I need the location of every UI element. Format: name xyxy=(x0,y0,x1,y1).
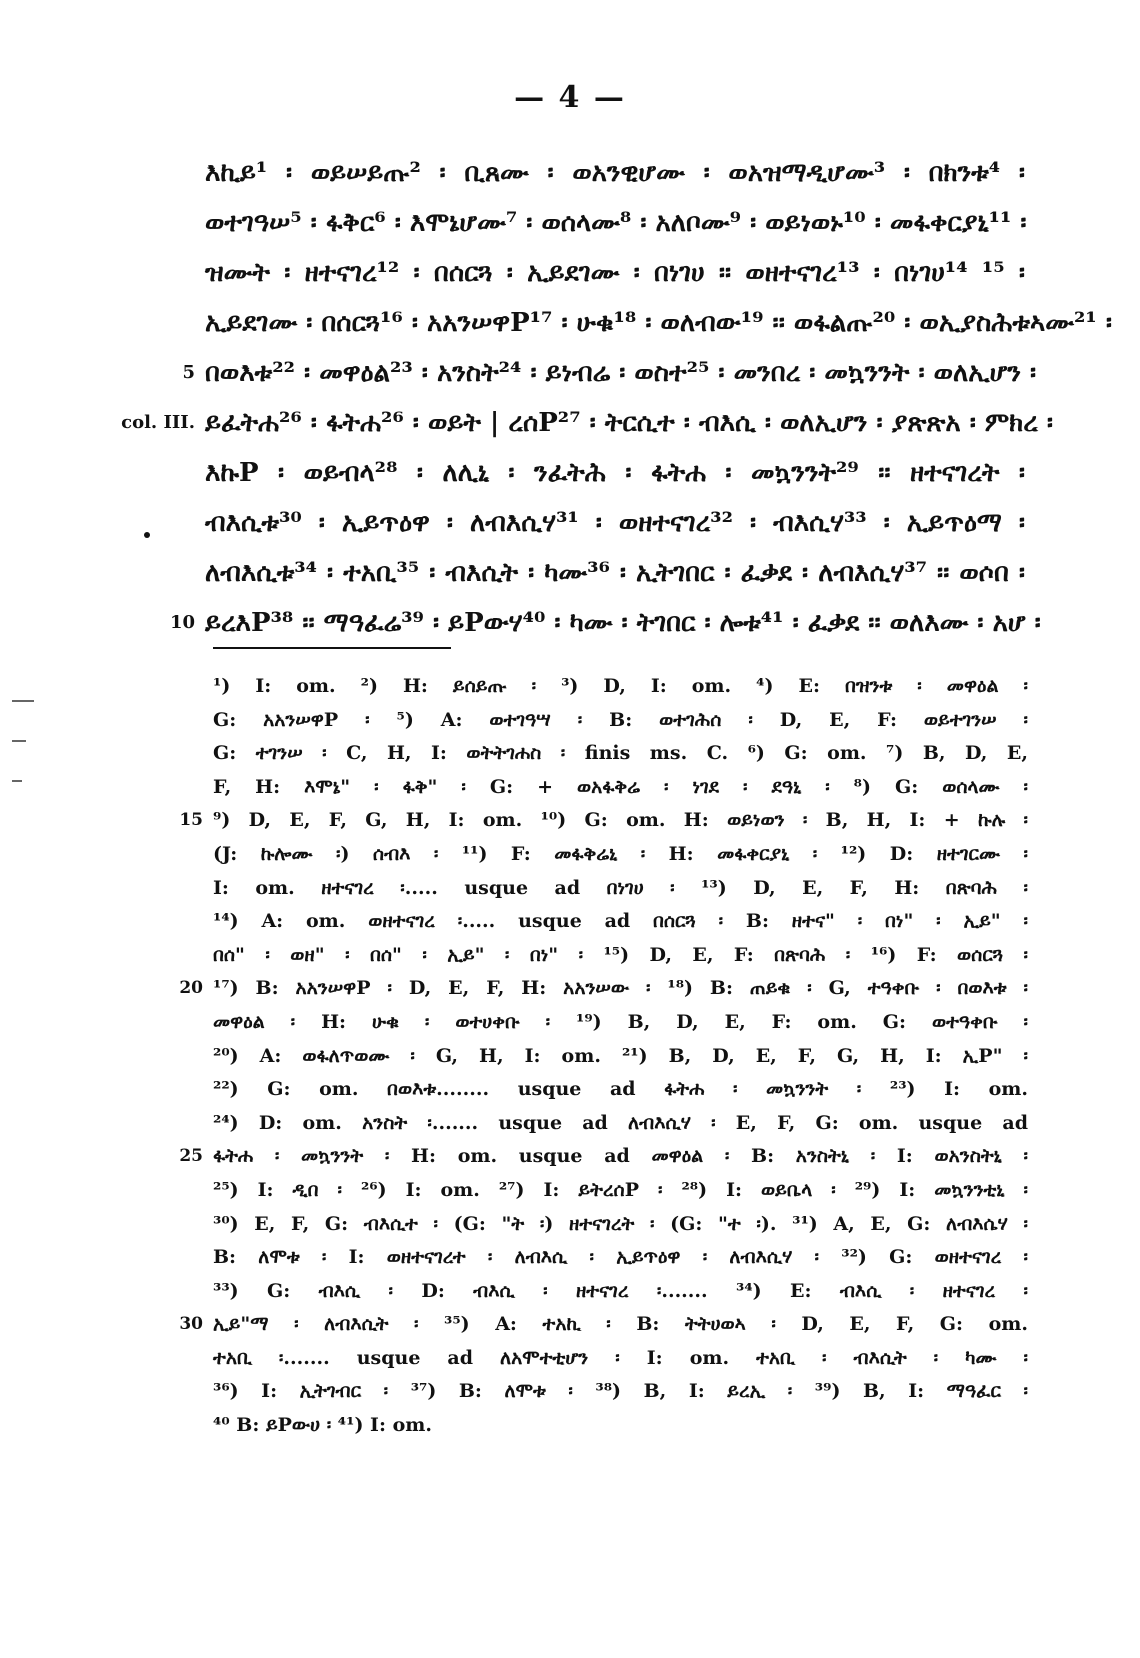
line-number: 25 xyxy=(179,1146,203,1167)
footnote-content: (J: ኩሎሙ ፡) ሰብእ ፡ ¹¹) F: መፋቅሬኒ ፡ H: መፋቀርያኒ ፡ ¹²) D: ዘተገርሙ ፡ xyxy=(213,842,1028,865)
column-marker: col. III. xyxy=(121,412,195,433)
footnote-content: ³⁶) I: ኢትገብር ፡ ³⁷) B: ለሞቱ ፡ ³⁸) B, I: ይረኢ ፡ ³⁹) B, I: ማዓፈር ፡ xyxy=(213,1380,1028,1403)
footnote-content: ⁴⁰ B: ይPውሀ ፡ ⁴¹) I: om. xyxy=(213,1414,432,1437)
footnote-line xyxy=(179,1140,1028,1174)
footnote-content: G: ተገንሠ ፡ C, H, I: ወትትገሐስ ፡ finis ms. C. ⁶) G: om. ⁷) B, D, E, xyxy=(213,742,1028,765)
footnote-content: መዋዕል ፡ H: ሁቁ ፡ ወተሀቀቡ ፡ ¹⁹) B, D, E, F: om. G: ወተዓቀቡ ፡ xyxy=(213,1010,1028,1033)
text-line-content: ለብእሲቱ³⁴ ፡ ተአቢ³⁵ ፡ ብእሲት ፡ ካሙ³⁶ ፡ ኢትገበር ፡ ፈቃደ ፡ ለብእሲሃ³⁷ ፡፡ ወሶበ ፡ xyxy=(205,558,1025,588)
footnote-line xyxy=(213,1006,1028,1040)
text-line-content: ዝሙት ፡ ዘተናገረ¹² ፡ በሰርጓ ፡ ኢይደገሙ ፡ በነገሀ ፡፡ ወዘተናገረ¹³ ፡ በነገሀ¹⁴ ¹⁵ ፡ xyxy=(205,258,1025,288)
footnote-line xyxy=(213,704,1028,738)
text-line-content: በወእቱ²² ፡ መዋዕል²³ ፡ አንስት²⁴ ፡ ይነብሬ ፡ ወስተ²⁵ ፡ መንበረ ፡ መኳንንት ፡ ወለኢሆን ፡ xyxy=(205,358,1037,388)
footnote-line xyxy=(213,670,1028,704)
footnote-line xyxy=(213,838,1028,872)
margin-mark xyxy=(12,700,34,702)
footnote-content: ፋትሐ ፡ መኳንንት ፡ H: om. usque ad መዋዕል ፡ B: አንስትኒ ፡ I: ወአንስትኒ ፡ xyxy=(213,1145,1028,1168)
footnote-line xyxy=(213,1107,1028,1141)
text-line-content: ኢይደገሙ ፡ በሰርጓ¹⁶ ፡ አአንሠዋP¹⁷ ፡ ሁቁ¹⁸ ፡ ወለብው¹⁹ ፡፡ ወፋልጡ²⁰ ፡ ወኢያስሕቱኣሙ²¹ ፡ xyxy=(205,308,1112,338)
line-number: 15 xyxy=(179,810,203,831)
footnote-separator-rule xyxy=(213,647,451,649)
footnote-content: ²⁴) D: om. አንስት ፡....... usque ad ለብእሲሃ ፡ E, F, G: om. usque ad xyxy=(213,1111,1028,1134)
text-line-content: ብእሲቱ³⁰ ፡ ኢይጥዕዋ ፡ ለብእሲሃ³¹ ፡ ወዘተናገረ³² ፡ ብእሲሃ³³ ፡ ኢይጥዕማ ፡ xyxy=(205,508,1025,538)
margin-mark xyxy=(12,740,26,742)
text-line xyxy=(205,248,1025,298)
footnote-content: ³⁰) E, F, G: ብእሲተ ፡ (G: "ት ፡) ዘተናገረት ፡ (G: "ተ ፡). ³¹) A, E, G: ለብእሴሃ ፡ xyxy=(213,1212,1028,1235)
footnote-line xyxy=(179,972,1028,1006)
footnote-line xyxy=(179,1308,1028,1342)
footnote-line xyxy=(213,1241,1028,1275)
footnote-content: F, H: እሞኔ" ፡ ፋቅ" ፡ G: + ወአፋቅሬ ፡ ነገደ ፡ ደዓኒ ፡ ⁸) G: ወሰላሙ ፡ xyxy=(213,775,1028,798)
text-line xyxy=(205,198,1025,248)
text-line xyxy=(205,148,1025,198)
footnote-content: በሰ" ፡ ወዘ" ፡ በሰ" ፡ ኢይ" ፡ በነ" ፡ ¹⁵) D, E, F: በጽባሕ ፡ ¹⁶) F: ወሰርጓ ፡ xyxy=(213,943,1028,966)
footnote-line xyxy=(213,939,1028,973)
text-line xyxy=(205,548,1025,598)
footnote-content: ²⁵) I: ዲበ ፡ ²⁶) I: om. ²⁷) I: ይትረሰP ፡ ²⁸) I: ወይቤላ ፡ ²⁹) I: መኳንንቲኒ ፡ xyxy=(213,1178,1028,1201)
line-number: 30 xyxy=(179,1314,203,1335)
text-line xyxy=(205,498,1025,548)
footnote-content: ተአቢ ፡....... usque ad ለአሞተቲሆን ፡ I: om. ተአቢ ፡ ብእሲት ፡ ካሙ ፡ xyxy=(213,1346,1028,1369)
footnote-line xyxy=(213,1342,1028,1376)
footnote-content: ¹⁷) B: አአንሠዋP ፡ D, E, F, H: አአንሠው ፡ ¹⁸) B: ጠይቁ ፡ G, ተዓቀቡ ፡ በወእቱ ፡ xyxy=(213,977,1028,1000)
footnote-line xyxy=(213,1275,1028,1309)
text-line xyxy=(205,298,1112,348)
main-text xyxy=(121,148,1112,648)
text-line-content: እኪይ¹ ፡ ወይሠይጡ² ፡ ቢጸሙ ፡ ወአንዊሆሙ ፡ ወአዝማዲሆሙ³ ፡ በክንቱ⁴ ፡ xyxy=(205,158,1025,188)
text-line xyxy=(205,448,1025,498)
footnote-content: I: om. ዘተናገረ ፡..... usque ad በነገሀ ፡ ¹³) D, E, F, H: በጽባሕ ፡ xyxy=(213,876,1028,899)
footnote-line xyxy=(213,1375,1028,1409)
footnote-line xyxy=(179,804,1028,838)
footnote-line xyxy=(213,1208,1028,1242)
page-number: — 4 — xyxy=(514,80,626,115)
footnote-line xyxy=(213,771,1028,805)
footnote-line xyxy=(213,872,1028,906)
margin-mark xyxy=(12,780,22,782)
footnote-content: G: አአንሠዋP ፡ ⁵) A: ወተገዓሣ ፡ B: ወተገሕሰ ፡ D, E, F: ወይተገንሠ ፡ xyxy=(213,708,1028,731)
footnote-content: ²²) G: om. በወእቱ........ usque ad ፋትሐ ፡ መኳንንት ፡ ²³) I: om. xyxy=(213,1078,1028,1101)
text-line-content: ይፈትሐ²⁶ ፡ ፋትሐ²⁶ ፡ ወይት | ረሰP²⁷ ፡ ትርሲተ ፡ ብእሲ ፡ ወለኢሆን ፡ ያጽጽአ ፡ ምክረ ፡ xyxy=(205,408,1053,438)
text-line-content: ይረእP³⁸ ፡፡ ማዓፈሬ³⁹ ፡ ይPውሃ⁴⁰ ፡ ካሙ ፡ ትገበር ፡ ሎቱ⁴¹ ፡ ፈቃደ ፡፡ ወለእሙ ፡ አሆ ፡ xyxy=(205,608,1041,638)
footnote-line xyxy=(213,1174,1028,1208)
footnote-content: ³³) G: ብእሲ ፡ D: ብእሲ ፡ ዘተናገረ ፡....... ³⁴) E: ብእሲ ፡ ዘተናገረ ፡ xyxy=(213,1279,1028,1302)
footnotes xyxy=(179,670,1028,1443)
footnote-content: B: ለሞቱ ፡ I: ወዘተናገረተ ፡ ለብእሲ ፡ ኢይጥዕዋ ፡ ለብእሲሃ ፡ ³²) G: ወዘተናገረ ፡ xyxy=(213,1246,1028,1269)
line-number: 10 xyxy=(169,612,195,633)
line-number: 5 xyxy=(182,362,195,383)
footnote-line xyxy=(213,1073,1028,1107)
footnote-content: ⁹) D, E, F, G, H, I: om. ¹⁰) G: om. H: ወይነወን ፡ B, H, I: + ኩሉ ፡ xyxy=(213,809,1028,832)
footnote-content: ¹) I: om. ²) H: ይሰይጡ ፡ ³) D, I: om. ⁴) E: በዝንቱ ፡ መዋዕል ፡ xyxy=(213,675,1028,697)
text-line-content: ወተገዓሠ⁵ ፡ ፋቅር⁶ ፡ እሞኔሆሙ⁷ ፡ ወሰላሙ⁸ ፡ አለቦሙ⁹ ፡ ወይነወኑ¹⁰ ፡ መፋቀርያኒ¹¹ ፡ xyxy=(205,208,1027,238)
stray-dot xyxy=(144,532,150,538)
text-line xyxy=(169,598,1041,648)
footnote-content: ኢይ"ማ ፡ ለብእሲት ፡ ³⁵) A: ተአኪ ፡ B: ትትሀወኣ ፡ D, E, F, G: om. xyxy=(213,1313,1028,1336)
footnote-line xyxy=(213,1409,1028,1443)
line-number: 20 xyxy=(179,978,203,999)
footnote-line xyxy=(213,737,1028,771)
text-line xyxy=(182,348,1037,398)
footnote-line xyxy=(213,1040,1028,1074)
text-line-content: እኩP ፡ ወይብላ²⁸ ፡ ለሊኒ ፡ ንፈትሕ ፡ ፋትሐ ፡ መኳንንት²⁹ ፡፡ ዘተናገረት ፡ xyxy=(205,458,1025,488)
footnote-line xyxy=(213,905,1028,939)
footnote-content: ²⁰) A: ወፋለጥወሙ ፡ G, H, I: om. ²¹) B, D, E, F, G, H, I: ኢP" ፡ xyxy=(213,1044,1028,1067)
text-line xyxy=(121,398,1053,448)
footnote-content: ¹⁴) A: om. ወዘተናገረ ፡..... usque ad በሰርጓ ፡ B: ዘተና" ፡ በነ" ፡ ኢይ" ፡ xyxy=(213,910,1028,933)
